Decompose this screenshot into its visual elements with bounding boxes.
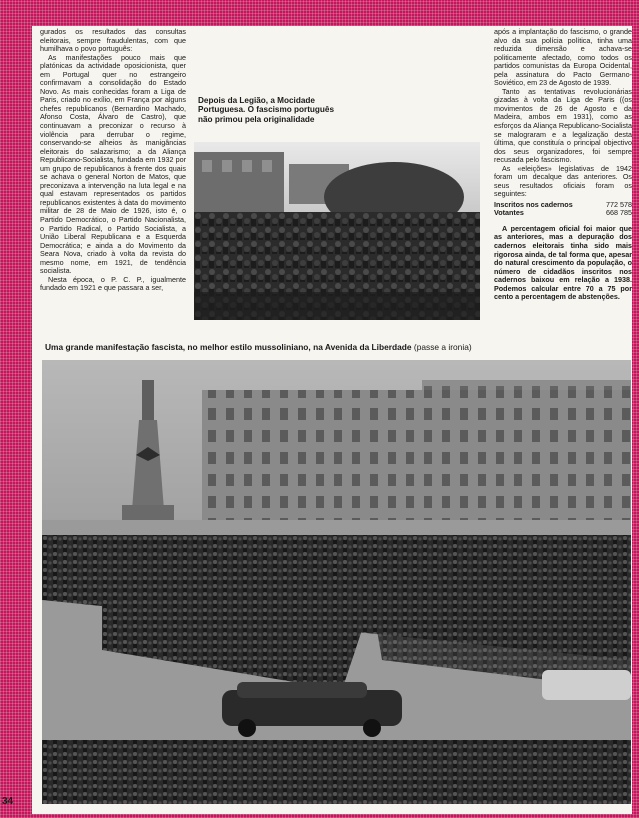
stat-value: 772 578 bbox=[606, 199, 632, 209]
paragraph: gurados os resultados das consultas eleitorais, sempre fraudulentas, com que humilhava o povo português: bbox=[40, 27, 186, 54]
election-results-table bbox=[494, 201, 632, 218]
stat-label: Votantes bbox=[494, 208, 524, 218]
caption-note: (passe a ironia) bbox=[413, 342, 472, 352]
page-number: 34 bbox=[2, 796, 14, 807]
parade-photo-caption bbox=[45, 342, 635, 352]
paragraph: As «eleições» legislativas de 1942 foram um decalque das anteriores. Os seus resultados oficiais foram os seguintes: bbox=[494, 163, 632, 199]
page bbox=[32, 26, 632, 814]
paragraph: após a implantação do fascismo, o grande alvo da sua polícia política, tinha uma reduzida dimensão e achava-se politicamente afectado, como todos os partidos comunistas da Europa Ocidental, pela assinatura do Pacto Germano-Soviético, em 23 de Agosto de 1939. bbox=[494, 27, 632, 88]
table-row bbox=[494, 209, 632, 218]
youth-parade-photo bbox=[194, 142, 480, 320]
left-text-column bbox=[40, 28, 186, 293]
stat-value: 668 785 bbox=[606, 208, 632, 218]
right-text-column bbox=[494, 28, 632, 302]
avenida-parade-photo bbox=[42, 360, 631, 804]
paragraph: A percentagem oficial foi maior que as anteriores, mas a depuração dos cadernos eleitorais tinha sido mais rigorosa ainda, de tal forma que, apesar do natural crescimento da população, o número de cidadãos inscritos nos cadernos baixou em relação a 1938. Podemos calcular entre 70 a 75 por cento a percentagem de abstenções. bbox=[494, 223, 632, 302]
youth-photo-caption: Depois da Legião, a Mocidade Portuguesa. O fascismo português não primou pela originalidade bbox=[198, 96, 335, 124]
paragraph: Nesta época, o P. C. P., igualmente fundado em 1921 e que passara a ser, bbox=[40, 274, 186, 293]
paragraph: Tanto as tentativas revolucionárias gizadas à volta da Liga de Paris ((os movimentos de 26 de Agosto e da Madeira, ambos em 1931), como as esforços da Aliança Republicano-Socialista se malograram e a legalização desta última, que constituía o principal objectivo dos seus organizadores, foi sempre recusada pelo fascismo. bbox=[494, 86, 632, 165]
paragraph: As manifestações pouco mais que platónicas da actividade oposicionista, quer em Portugal quer no estrangeiro confirmavam a consolidação do Estado Novo. As mais conhecidas foram a Liga de Paris, criado no exílio, em França por alguns chefes republicanos (Bernardino Machado, Afonso Costa, Álvaro de Castro), que continuavam a preconizar o recurso à violência para derrubar o regime, conservando-se alheios às manigâncias eleitorais do salazarismo; a da Aliança Republicano-Socialista, fundada em 1932 por um grupo de republicanos à frente dos quais se achava o general Norton de Matos, que preconizava a intervenção na luta legal e na qual estavam representados os partidos republicanos existentes à data do movimento militar de 28 de Maio de 1926, isto é, o Partido Democrático, o Partido Nacionalista, o Partido Radical, o Partido Socialista, a União Liberal Republicana e a Esquerda Democrática; e ainda a do Movimento da Seara Nova, criado à volta da revista do mesmo nome, em 1921, de tendência socialista. bbox=[40, 52, 186, 276]
caption-text: Uma grande manifestação fascista, no melhor estilo mussoliniano, na Avenida da Liberdade bbox=[45, 342, 412, 352]
stat-label: Inscritos nos cadernos bbox=[494, 199, 573, 209]
